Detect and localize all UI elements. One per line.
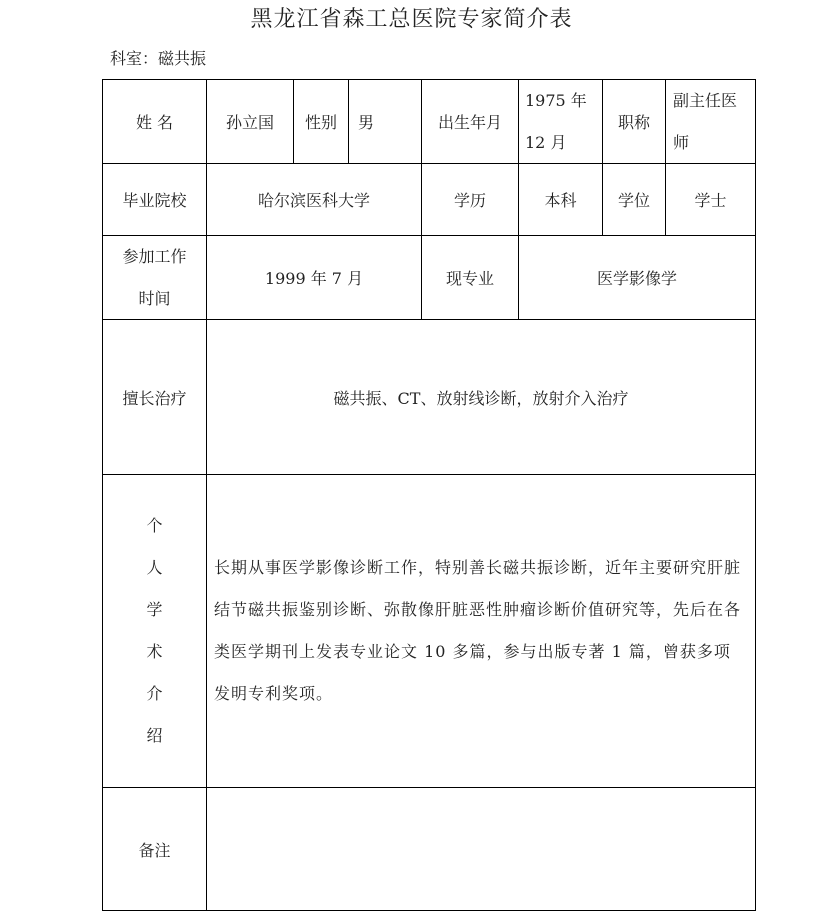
education-value: 本科 — [544, 191, 577, 210]
remarks-value-cell — [206, 787, 756, 911]
work-start-label-line2: 时间 — [138, 288, 171, 308]
intro-label-char: 术 — [146, 642, 163, 661]
title-label: 职称 — [617, 113, 650, 132]
specialty-value-cell — [206, 319, 756, 475]
title-value-line2: 师 — [673, 132, 690, 152]
major-label: 现专业 — [445, 269, 494, 288]
degree-value: 学士 — [694, 191, 727, 210]
intro-label-char: 绍 — [146, 726, 163, 745]
work-start-value-cell — [206, 235, 422, 320]
name-label: 姓 名 — [135, 113, 174, 132]
work-start-label-line1: 参加工作 — [122, 246, 187, 266]
intro-value: 长期从事医学影像诊断工作，特别善长磁共振诊断，近年主要研究肝脏结节磁共振鉴别诊断、弥散像肝脏恶性肿瘤诊断价值研究等，先后在各类医学期刊上发表专业论文 10 多篇，参与出版专著 1 篇，曾获多项发明专利奖项。 — [214, 558, 742, 703]
name-value: 孙立国 — [225, 113, 274, 132]
birth-label: 出生年月 — [437, 113, 502, 132]
gender-label-cell — [293, 79, 349, 164]
gender-label: 性别 — [304, 113, 337, 132]
intro-label-char: 介 — [146, 684, 163, 703]
gender-value: 男 — [358, 113, 375, 132]
intro-label-char: 学 — [146, 600, 163, 619]
birth-value-cell — [518, 79, 603, 164]
degree-label: 学位 — [617, 191, 650, 210]
education-label-cell — [421, 163, 519, 236]
remarks-label-cell — [102, 787, 207, 911]
title-value-cell — [665, 79, 756, 164]
title-value-line1: 副主任医 — [673, 90, 738, 110]
degree-value-cell — [665, 163, 756, 236]
major-value: 医学影像学 — [596, 269, 677, 288]
education-value-cell — [518, 163, 603, 236]
birth-label-cell — [421, 79, 519, 164]
department-label: 科室：磁共振 — [110, 49, 207, 68]
work-start-label-cell — [102, 235, 207, 320]
name-label-cell — [102, 79, 207, 164]
title-label-cell — [602, 79, 666, 164]
gender-value-cell — [348, 79, 422, 164]
school-value-cell — [206, 163, 422, 236]
intro-label-cell — [102, 474, 207, 788]
document-title: 黑龙江省森工总医院专家简介表 — [250, 7, 573, 32]
school-value: 哈尔滨医科大学 — [257, 191, 370, 210]
major-label-cell — [421, 235, 519, 320]
education-label: 学历 — [453, 191, 486, 210]
school-label: 毕业院校 — [122, 191, 187, 210]
school-label-cell — [102, 163, 207, 236]
intro-label-char: 人 — [146, 558, 163, 577]
intro-label-char: 个 — [146, 516, 163, 535]
degree-label-cell — [602, 163, 666, 236]
remarks-label: 备注 — [138, 840, 171, 860]
specialty-label: 擅长治疗 — [122, 388, 187, 408]
birth-value-line1: 1975 年 — [525, 90, 587, 110]
major-value-cell — [518, 235, 756, 320]
birth-value-line2: 12 月 — [525, 132, 567, 152]
specialty-value: 磁共振、CT、放射线诊断，放射介入治疗 — [333, 388, 629, 408]
specialty-label-cell — [102, 319, 207, 475]
intro-value-cell — [206, 474, 756, 788]
name-value-cell — [206, 79, 294, 164]
work-start-value: 1999 年 7 月 — [264, 269, 364, 288]
